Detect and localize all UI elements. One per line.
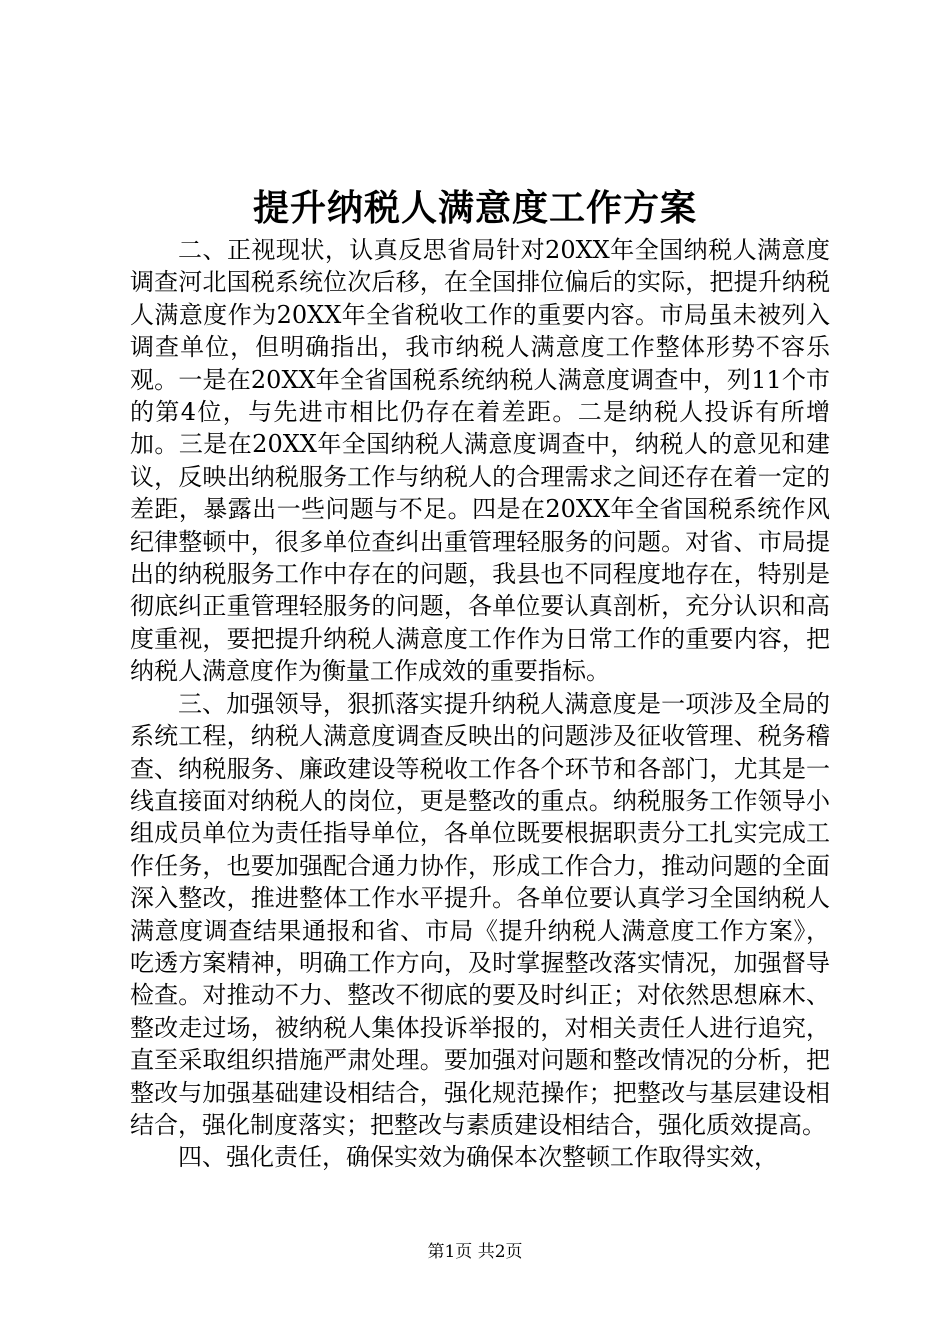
paragraph-2: 二、正视现状，认真反思省局针对20XX年全国纳税人满意度调查河北国税系统位次后移，在全国排位偏后的实际，把提升纳税人满意度作为20XX年全省税收工作的重要内容。市局虽未被列入调查单位，但明确指出，我市纳税人满意度工作整体形势不容乐观。一是在20XX年全省国税系统纳税人满意度调查中，列11个市的第4位，与先进市相比仍存在着差距。二是纳税人投诉有所增加。三是在20XX年全国纳税人满意度调查中，纳税人的意见和建议，反映出纳税服务工作与纳税人的合理需求之间还存在着一定的差距，暴露出一些问题与不足。四是在20XX年全省国税系统作风纪律整顿中，很多单位查纠出重管理轻服务的问题。对省、市局提出的纳税服务工作中存在的问题，我县也不同程度地存在，特别是彻底纠正重管理轻服务的问题，各单位要认真剖析，充分认识和高度重视，要把提升纳税人满意度工作作为日常工作的重要内容，把纳税人满意度作为衡量工作成效的重要指标。: [130, 236, 830, 686]
paragraph-3: 三、加强领导，狠抓落实提升纳税人满意度是一项涉及全局的系统工程，纳税人满意度调查反映出的问题涉及征收管理、税务稽查、纳税服务、廉政建设等税收工作各个环节和各部门，尤其是一线直接面对纳税人的岗位，更是整改的重点。纳税服务工作领导小组成员单位为责任指导单位，各单位既要根据职责分工扎实完成工作任务，也要加强配合通力协作，形成工作合力，推动问题的全面深入整改，推进整体工作水平提升。各单位要认真学习全国纳税人满意度调查结果通报和省、市局《提升纳税人满意度工作方案》，吃透方案精神，明确工作方向，及时掌握整改落实情况，加强督导检查。对推动不力、整改不彻底的要及时纠正；对依然思想麻木、整改走过场，被纳税人集体投诉举报的，对相关责任人进行追究，直至采取组织措施严肃处理。要加强对问题和整改情况的分析，把整改与加强基础建设相结合，强化规范操作；把整改与基层建设相结合，强化制度落实；把整改与素质建设相结合，强化质效提高。: [130, 689, 830, 1139]
document-body: [130, 234, 830, 1174]
document-title: 提升纳税人满意度工作方案: [252, 187, 697, 229]
paragraph-4: 四、强化责任，确保实效为确保本次整顿工作取得实效，: [178, 1143, 778, 1172]
page-footer: 第1页 共2页: [427, 1242, 523, 1262]
